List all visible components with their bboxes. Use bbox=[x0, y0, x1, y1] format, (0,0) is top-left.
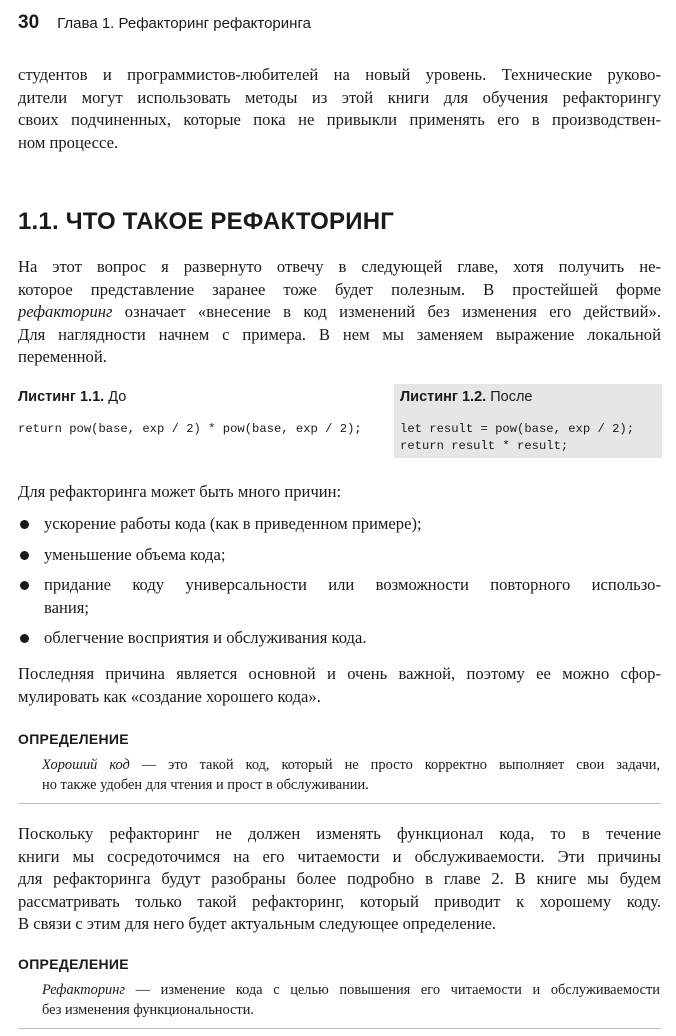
text-line bbox=[42, 980, 660, 1000]
text-line: рассматривать только такой рефакторинг, который приводит к хорошему коду. bbox=[18, 891, 661, 911]
listing-before-title bbox=[18, 389, 126, 405]
definition-rule bbox=[18, 803, 661, 804]
text-line: Для наглядности начнем с примера. В нем мы заменяем выражение локальной bbox=[18, 324, 661, 344]
text-line: дители могут использовать методы из этой книги для обучения рефакторингу bbox=[18, 87, 661, 107]
text-line: книги мы сосредоточимся на его читаемости и обслуживаемости. Эти причины bbox=[18, 846, 661, 866]
list-item bbox=[18, 513, 661, 536]
definition-rule bbox=[18, 1028, 661, 1029]
bullet-dot bbox=[20, 520, 29, 529]
code-line: return result * result; bbox=[400, 439, 569, 453]
definition-body bbox=[42, 980, 660, 1020]
text-line: студентов и программистов-любителей на новый уровень. Технические руково- bbox=[18, 65, 661, 84]
text-line: Поскольку рефакторинг не должен изменять функционал кода, то в течение bbox=[18, 824, 661, 843]
intro-paragraph bbox=[18, 64, 661, 154]
list-item-text: уменьшение объема кода; bbox=[44, 544, 226, 564]
section-paragraph bbox=[18, 256, 661, 369]
text-fragment: — изменение кода с целью повышения его читаемости и обслуживаемости bbox=[124, 982, 660, 998]
text-line: для рефакторинга будут разобраны более подробно в главе 2. В книге мы будем bbox=[18, 869, 661, 888]
listing-caption: До bbox=[104, 389, 127, 405]
text-line: На этот вопрос я развернуто отвечу в следующей главе, хотя получить не- bbox=[18, 257, 661, 276]
code-line: let result = pow(base, exp / 2); bbox=[400, 422, 635, 436]
text-line: ном процессе. bbox=[18, 132, 119, 152]
reasons-list bbox=[18, 513, 661, 658]
bullet-dot bbox=[20, 634, 29, 643]
text-line: своих подчиненных, которые пока не привыкли применять его в производствен- bbox=[18, 110, 661, 129]
list-item bbox=[18, 574, 661, 619]
term-refactoring: рефакторинг bbox=[18, 302, 113, 321]
text-line: переменной. bbox=[18, 347, 107, 366]
code-before: return pow(base, exp / 2) * pow(base, exp / 2); bbox=[18, 422, 362, 436]
text-line: Для рефакторинга может быть много причин: bbox=[18, 482, 342, 501]
definition-label: ОПРЕДЕЛЕНИЕ bbox=[18, 731, 129, 747]
text-line bbox=[42, 755, 660, 775]
text-line: мулировать как «создание хорошего кода». bbox=[18, 686, 321, 706]
text-line bbox=[18, 301, 661, 324]
text-fragment: — это такой код, который не просто корректно выполняет свои задачи, bbox=[129, 757, 660, 773]
text-line: Последняя причина является основной и очень важной, поэтому ее можно сфор- bbox=[18, 664, 661, 683]
listing-after-title bbox=[400, 389, 532, 405]
listing-label: Листинг 1.1. bbox=[18, 389, 105, 405]
list-item bbox=[18, 627, 661, 650]
list-item-text: облегчение восприятия и обслуживания кода. bbox=[44, 628, 367, 647]
text-line: которое представление заранее тоже будет полезным. В простейшей форме bbox=[18, 279, 661, 299]
code-after bbox=[400, 421, 634, 455]
text-line: но также удобен для чтения и прост в обслуживании. bbox=[42, 777, 369, 793]
term-refactoring: Рефакторинг bbox=[42, 982, 125, 998]
running-head bbox=[18, 12, 311, 34]
reasons-conclusion bbox=[18, 663, 661, 708]
text-fragment: означает «внесение в код изменений без изменения его действий». bbox=[112, 302, 661, 321]
listing-label: Листинг 1.2. bbox=[400, 389, 487, 405]
definition-body bbox=[42, 755, 660, 795]
chapter-title: Глава 1. Рефакторинг рефакторинга bbox=[57, 15, 311, 32]
reasons-intro bbox=[18, 481, 661, 504]
text-line: без изменения функциональности. bbox=[42, 1002, 255, 1018]
list-item-text: вания; bbox=[44, 597, 89, 617]
listing-caption: После bbox=[486, 389, 533, 405]
paragraph bbox=[18, 823, 661, 936]
text-line: В связи с этим для него будет актуальным следующее определение. bbox=[18, 914, 496, 933]
list-item bbox=[18, 544, 661, 567]
bullet-dot bbox=[20, 551, 29, 560]
list-item-text: ускорение работы кода (как в приведенном примере); bbox=[44, 514, 422, 533]
definition-label: ОПРЕДЕЛЕНИЕ bbox=[18, 956, 129, 972]
section-heading: 1.1. ЧТО ТАКОЕ РЕФАКТОРИНГ bbox=[18, 208, 395, 235]
bullet-dot bbox=[20, 581, 29, 590]
term-good-code: Хороший код bbox=[42, 757, 130, 773]
list-item-text: придание коду универсальности или возможности повторного использо- bbox=[44, 575, 661, 594]
page-number: 30 bbox=[18, 12, 40, 33]
